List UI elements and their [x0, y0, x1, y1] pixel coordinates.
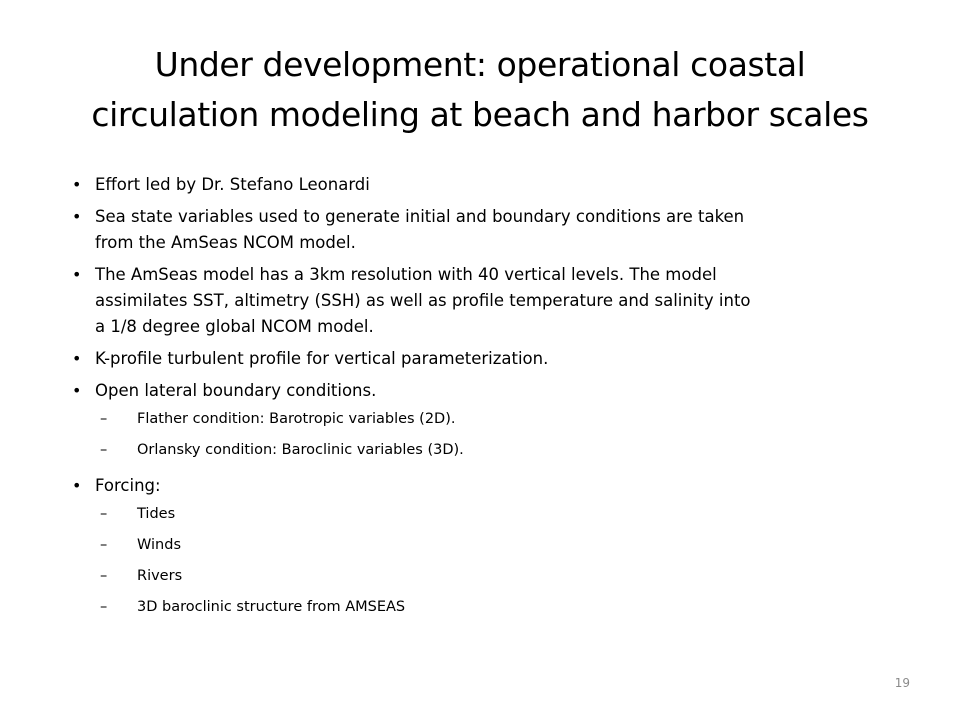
bullet-text: The AmSeas model has a 3km resolution with 40 vertical levels. The model — [95, 265, 717, 284]
bullet-text: K-profile turbulent profile for vertical parameterization. — [95, 349, 549, 368]
sub-bullet-text: Flather condition: Barotropic variables (2D). — [137, 411, 456, 427]
bullet-icon: • — [72, 476, 82, 495]
bullet-item — [72, 262, 872, 340]
bullet-text: a 1/8 degree global NCOM model. — [95, 317, 374, 336]
bullet-icon: • — [72, 265, 82, 284]
dash-icon: – — [100, 411, 108, 427]
sub-bullet-item — [72, 534, 872, 556]
bullet-item — [72, 204, 872, 256]
slide-title — [40, 40, 920, 140]
bullet-item — [72, 172, 872, 198]
bullet-item — [72, 346, 872, 372]
sub-bullet-text: Tides — [137, 506, 176, 522]
bullet-item — [72, 378, 872, 404]
sub-bullet-item — [72, 408, 872, 430]
sub-bullet-item — [72, 503, 872, 525]
bullet-list — [72, 172, 872, 618]
sub-bullet-text: Orlansky condition: Baroclinic variables (3D). — [137, 442, 464, 458]
bullet-text: Forcing: — [95, 476, 161, 495]
bullet-icon: • — [72, 175, 82, 194]
dash-icon: – — [100, 599, 108, 615]
bullet-text: from the AmSeas NCOM model. — [95, 233, 356, 252]
bullet-text: assimilates SST, altimetry (SSH) as well as profile temperature and salinity into — [95, 291, 751, 310]
sub-bullet-text: 3D baroclinic structure from AMSEAS — [137, 599, 406, 615]
bullet-icon: • — [72, 349, 82, 368]
bullet-text: Effort led by Dr. Stefano Leonardi — [95, 175, 370, 194]
sub-bullet-text: Rivers — [137, 568, 183, 584]
bullet-icon: • — [72, 381, 82, 400]
bullet-text: Open lateral boundary conditions. — [95, 381, 377, 400]
sub-bullet-item — [72, 439, 872, 461]
dash-icon: – — [100, 568, 108, 584]
dash-icon: – — [100, 442, 108, 458]
bullet-text: Sea state variables used to generate initial and boundary conditions are taken — [95, 207, 745, 226]
bullet-item — [72, 473, 872, 499]
sub-bullet-item — [72, 596, 872, 618]
dash-icon: – — [100, 506, 108, 522]
title-line: Under development: operational coastal — [154, 45, 806, 84]
bullet-icon: • — [72, 207, 82, 226]
page-number: 19 — [894, 676, 910, 690]
title-line: circulation modeling at beach and harbor scales — [91, 95, 869, 134]
dash-icon: – — [100, 537, 108, 553]
sub-bullet-item — [72, 565, 872, 587]
sub-bullet-text: Winds — [137, 537, 181, 553]
